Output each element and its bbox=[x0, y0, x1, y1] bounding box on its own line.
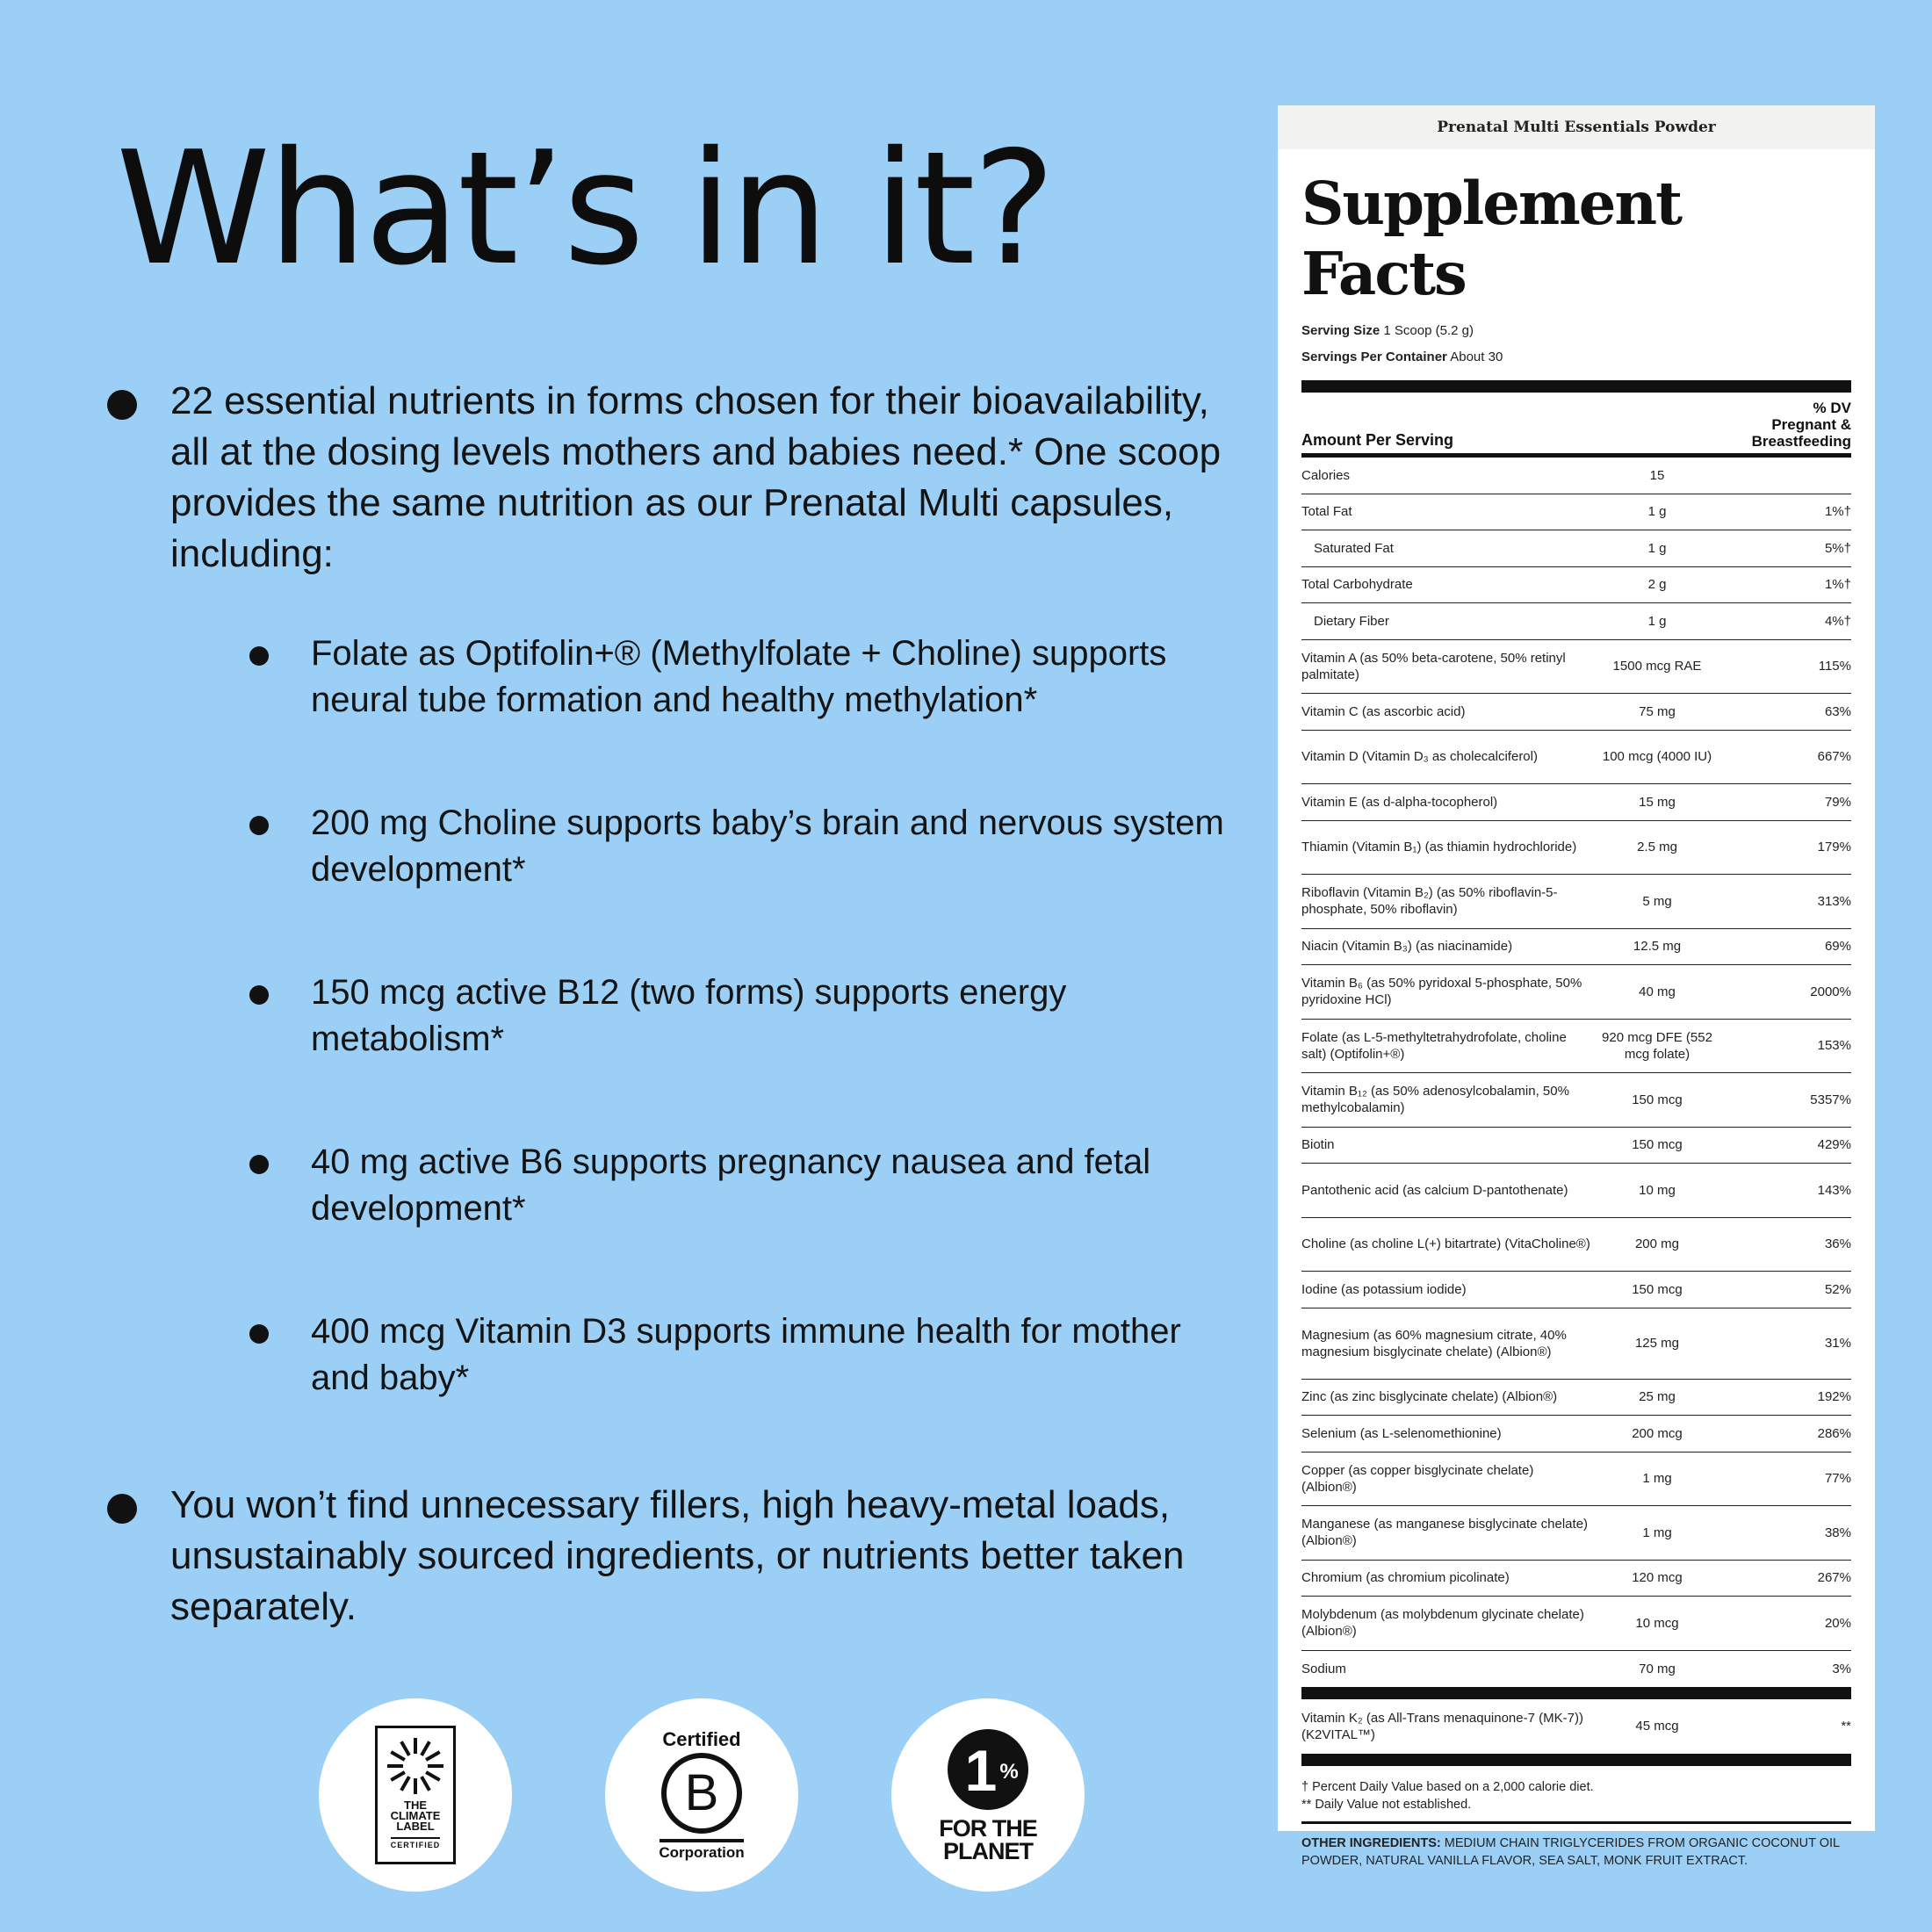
nutrient-amount: 100 mcg (4000 IU) bbox=[1602, 749, 1712, 765]
nutrient-dv: 429% bbox=[1817, 1137, 1851, 1153]
nutrient-amount: 150 mcg bbox=[1632, 1092, 1683, 1107]
nutrient-dv: 3% bbox=[1832, 1661, 1851, 1676]
bullet-dot-icon bbox=[249, 646, 269, 666]
amount-header: Amount Per Serving bbox=[1301, 431, 1454, 449]
one-percent-number: 1 bbox=[964, 1738, 998, 1803]
nutrient-amount: 1 g bbox=[1647, 613, 1667, 629]
nutrient-amount: 1 g bbox=[1647, 504, 1667, 520]
intro-bullet bbox=[105, 376, 1229, 1478]
climate-certified-text: CERTIFIED bbox=[391, 1837, 441, 1849]
nutrient-name: Vitamin C (as ascorbic acid) bbox=[1301, 703, 1466, 719]
table-row bbox=[1301, 458, 1851, 494]
nutrient-amount: 40 mg bbox=[1639, 984, 1676, 999]
closing-bullet bbox=[105, 1480, 1229, 1633]
nutrient-name: Riboflavin (Vitamin B₂) (as 50% riboflavin-5-phosphate, 50% riboflavin) bbox=[1301, 885, 1558, 918]
nutrient-name: Total Carbohydrate bbox=[1301, 577, 1413, 593]
table-row bbox=[1301, 640, 1851, 695]
highlight-choline: 200 mg Choline supports baby’s brain and nervous system development* bbox=[170, 800, 1229, 970]
table-row bbox=[1301, 784, 1851, 821]
table-row bbox=[1301, 1218, 1851, 1272]
nutrient-dv: 192% bbox=[1817, 1389, 1851, 1405]
nutrient-dv: 4%† bbox=[1824, 613, 1851, 629]
nutrient-dv: 179% bbox=[1817, 840, 1851, 855]
for-the-planet-text: FOR THE PLANET bbox=[939, 1815, 1037, 1864]
nutrient-highlights bbox=[170, 631, 1229, 1478]
nutrient-name: Sodium bbox=[1301, 1661, 1346, 1676]
nutrient-dv: 153% bbox=[1817, 1038, 1851, 1054]
nutrient-name: Manganese (as manganese bisglycinate chelate) (Albion®) bbox=[1301, 1517, 1589, 1549]
supplement-facts-title: Supplement Facts bbox=[1301, 169, 1682, 308]
table-row bbox=[1301, 731, 1851, 785]
nutrient-name: Folate (as L-5-methyltetrahydrofolate, choline salt) (Optifolin+®) bbox=[1301, 1029, 1567, 1062]
b-corp-certified-text: Certified bbox=[662, 1728, 741, 1750]
b-corp-corporation-text: Corporation bbox=[659, 1844, 745, 1861]
table-row bbox=[1301, 603, 1851, 640]
nutrient-name: Saturated Fat bbox=[1314, 540, 1394, 556]
b-corp-badge bbox=[605, 1698, 798, 1892]
nutrient-amount: 1 mg bbox=[1642, 1525, 1672, 1540]
servings-per-container: Servings Per Container About 30 bbox=[1301, 350, 1503, 364]
highlight-vitamin-d3: 400 mcg Vitamin D3 supports immune health for mother and baby* bbox=[170, 1308, 1229, 1478]
footnotes: † Percent Daily Value based on a 2,000 calorie diet. ** Daily Value not established. bbox=[1301, 1779, 1594, 1812]
nutrient-dv: 115% bbox=[1818, 659, 1851, 674]
other-ingredients: OTHER INGREDIENTS: MEDIUM CHAIN TRIGLYCERIDES FROM ORGANIC COCONUT OIL POWDER, NATURAL VANILLA FLAVOR, SEA SALT, MONK FRUIT EXTRACT. bbox=[1301, 1835, 1840, 1868]
bullet-dot-icon bbox=[249, 985, 269, 1005]
nutrient-dv: 38% bbox=[1824, 1525, 1851, 1540]
nutrient-name: Total Fat bbox=[1301, 504, 1352, 520]
nutrient-amount: 920 mcg DFE (552 mcg folate) bbox=[1602, 1029, 1712, 1062]
table-row bbox=[1301, 530, 1851, 567]
nutrient-dv: 286% bbox=[1817, 1425, 1851, 1441]
table-row bbox=[1301, 1128, 1851, 1164]
nutrient-dv: 1%† bbox=[1824, 577, 1851, 593]
serving-size: Serving Size 1 Scoop (5.2 g) bbox=[1301, 323, 1474, 338]
nutrient-dv: 31% bbox=[1824, 1336, 1851, 1351]
highlight-b12: 150 mcg active B12 (two forms) supports energy metabolism* bbox=[170, 970, 1229, 1139]
nutrient-dv: 77% bbox=[1824, 1471, 1851, 1487]
one-percent-logo-icon bbox=[946, 1727, 1030, 1812]
nutrient-amount: 150 mcg bbox=[1632, 1137, 1683, 1153]
nutrient-amount: 75 mg bbox=[1639, 703, 1676, 719]
product-name: Prenatal Multi Essentials Powder bbox=[1278, 105, 1875, 149]
nutrient-amount: 2.5 mg bbox=[1637, 840, 1677, 855]
nutrient-name: Iodine (as potassium iodide) bbox=[1301, 1281, 1467, 1297]
table-row bbox=[1301, 1272, 1851, 1308]
table-row bbox=[1301, 965, 1851, 1020]
nutrient-amount: 15 mg bbox=[1639, 794, 1676, 810]
nutrient-dv: 267% bbox=[1817, 1570, 1851, 1586]
nutrient-amount: 200 mg bbox=[1634, 1236, 1680, 1252]
nutrient-amount: 1500 mcg RAE bbox=[1612, 659, 1702, 674]
nutrient-amount: 70 mg bbox=[1639, 1661, 1676, 1676]
page-title: What’s in it? bbox=[116, 118, 1054, 299]
nutrient-name: Niacin (Vitamin B₃) (as niacinamide) bbox=[1301, 939, 1513, 955]
nutrient-amount: 1 mg bbox=[1642, 1471, 1672, 1487]
table-row bbox=[1301, 1561, 1851, 1597]
nutrient-name: Vitamin B₆ (as 50% pyridoxal 5-phosphate, 50% pyridoxine HCl) bbox=[1301, 976, 1582, 1008]
b-corp-divider bbox=[660, 1839, 744, 1842]
nutrient-amount: 120 mcg bbox=[1632, 1570, 1683, 1586]
nutrient-name: Vitamin B₁₂ (as 50% adenosylcobalamin, 50% methylcobalamin) bbox=[1301, 1084, 1569, 1116]
nutrient-dv: 5%† bbox=[1824, 540, 1851, 556]
nutrient-name: Choline (as choline L(+) bitartrate) (VitaCholine®) bbox=[1301, 1236, 1590, 1252]
dv-header: % DV Pregnant & Breastfeeding bbox=[1751, 400, 1851, 450]
nutrient-name: Vitamin E (as d-alpha-tocopherol) bbox=[1301, 794, 1498, 810]
nutrient-dv: 52% bbox=[1824, 1281, 1851, 1297]
divider-bar bbox=[1301, 1687, 1851, 1699]
nutrient-name: Selenium (as L-selenomethionine) bbox=[1301, 1425, 1502, 1441]
b-corp-letter: B bbox=[684, 1764, 719, 1821]
bullet-dot-icon bbox=[249, 1324, 269, 1344]
climate-label-text: THE CLIMATE LABEL bbox=[390, 1799, 441, 1833]
table-row bbox=[1301, 1416, 1851, 1453]
table-row bbox=[1301, 1651, 1851, 1688]
nutrient-dv: 69% bbox=[1824, 939, 1851, 955]
table-row bbox=[1301, 929, 1851, 966]
nutrient-table bbox=[1301, 458, 1851, 1687]
climate-label-badge bbox=[319, 1698, 512, 1892]
bullet-dot-icon bbox=[249, 816, 269, 835]
certification-badges bbox=[319, 1698, 1085, 1892]
table-row bbox=[1301, 694, 1851, 731]
nutrient-amount: 15 bbox=[1649, 467, 1665, 483]
nutrient-name: Zinc (as zinc bisglycinate chelate) (Albion®) bbox=[1301, 1389, 1558, 1405]
highlight-b6: 40 mg active B6 supports pregnancy nausea and fetal development* bbox=[170, 1139, 1229, 1308]
bullet-dot-icon bbox=[107, 390, 137, 420]
bullet-dot-icon bbox=[249, 1155, 269, 1174]
nutrient-name: Biotin bbox=[1301, 1137, 1335, 1153]
nutrient-name: Calories bbox=[1301, 467, 1351, 483]
nutrient-name: Vitamin A (as 50% beta-carotene, 50% retinyl palmitate) bbox=[1301, 650, 1566, 682]
table-row bbox=[1301, 1308, 1851, 1380]
table-row bbox=[1301, 494, 1851, 531]
climate-label-logo bbox=[375, 1726, 456, 1864]
table-row bbox=[1301, 1164, 1851, 1218]
nutrient-name: Chromium (as chromium picolinate) bbox=[1301, 1570, 1510, 1586]
nutrient-dv: 5357% bbox=[1810, 1092, 1851, 1107]
nutrient-dv: 143% bbox=[1817, 1182, 1851, 1198]
bullet-dot-icon bbox=[107, 1494, 137, 1524]
table-row bbox=[1301, 1020, 1851, 1074]
one-percent-badge bbox=[891, 1698, 1085, 1892]
divider-line bbox=[1301, 1821, 1851, 1824]
table-row bbox=[1301, 1506, 1851, 1561]
nutrient-name: Dietary Fiber bbox=[1314, 613, 1389, 629]
nutrient-amount: 2 g bbox=[1647, 577, 1667, 593]
nutrient-dv: 36% bbox=[1824, 1236, 1851, 1252]
one-percent-symbol: % bbox=[999, 1760, 1019, 1784]
nutrient-name: Pantothenic acid (as calcium D-pantothenate) bbox=[1301, 1182, 1568, 1198]
nutrient-name: Copper (as copper bisglycinate chelate) (Albion®) bbox=[1301, 1462, 1534, 1495]
nutrient-name: Molybdenum (as molybdenum glycinate chelate) (Albion®) bbox=[1301, 1607, 1584, 1640]
nutrient-dv: 667% bbox=[1817, 749, 1851, 765]
nutrient-amount: 10 mcg bbox=[1635, 1615, 1679, 1631]
sun-burst-icon bbox=[385, 1735, 446, 1797]
nutrient-name: Magnesium (as 60% magnesium citrate, 40% magnesium bisglycinate chelate) (Albion®) bbox=[1301, 1327, 1567, 1359]
nutrient-dv: 313% bbox=[1817, 893, 1851, 909]
nutrient-dv: 79% bbox=[1824, 794, 1851, 810]
nutrient-amount: 1 g bbox=[1647, 540, 1667, 556]
table-row bbox=[1301, 567, 1851, 604]
table-row bbox=[1301, 821, 1851, 876]
intro-text: 22 essential nutrients in forms chosen for their bioavailability, all at the dosing levels mothers and babies need.* One scoop provides the same nutrition as our Prenatal Multi capsules, including: bbox=[170, 379, 1222, 575]
nutrient-amount: 150 mcg bbox=[1632, 1281, 1683, 1297]
highlight-folate: Folate as Optifolin+® (Methylfolate + Choline) supports neural tube formation and healthy methylation* bbox=[170, 631, 1229, 800]
table-row: Vitamin K₂ (as All-Trans menaquinone-7 (MK-7)) (K2VITAL™) 45 mcg ** bbox=[1301, 1710, 1851, 1742]
divider-bar bbox=[1301, 1754, 1851, 1766]
nutrient-dv: 2000% bbox=[1810, 984, 1851, 999]
table-row bbox=[1301, 1453, 1851, 1507]
table-header bbox=[1301, 393, 1851, 458]
nutrient-name: Thiamin (Vitamin B₁) (as thiamin hydrochloride) bbox=[1301, 840, 1577, 855]
table-row bbox=[1301, 1597, 1851, 1651]
nutrient-amount: 25 mg bbox=[1639, 1389, 1676, 1405]
nutrient-name: Vitamin D (Vitamin D₃ as cholecalciferol) bbox=[1301, 749, 1538, 765]
nutrient-dv: 20% bbox=[1824, 1615, 1851, 1631]
b-corp-logo-icon bbox=[660, 1751, 744, 1835]
nutrient-amount: 10 mg bbox=[1639, 1182, 1676, 1198]
nutrient-amount: 12.5 mg bbox=[1633, 939, 1682, 955]
nutrient-dv: 63% bbox=[1824, 703, 1851, 719]
nutrient-dv: 1%† bbox=[1824, 504, 1851, 520]
nutrient-amount: 5 mg bbox=[1642, 893, 1672, 909]
closing-text: You won’t find unnecessary fillers, high heavy-metal loads, unsustainably sourced ingredients, or nutrients better taken separately. bbox=[170, 1483, 1185, 1628]
nutrient-amount: 125 mg bbox=[1634, 1336, 1680, 1351]
table-row bbox=[1301, 1380, 1851, 1417]
nutrient-amount: 200 mcg bbox=[1632, 1425, 1683, 1441]
divider-bar bbox=[1301, 380, 1851, 393]
table-row bbox=[1301, 1073, 1851, 1128]
table-row bbox=[1301, 875, 1851, 929]
supplement-facts-panel bbox=[1278, 105, 1875, 1868]
benefits-list bbox=[105, 376, 1229, 1633]
